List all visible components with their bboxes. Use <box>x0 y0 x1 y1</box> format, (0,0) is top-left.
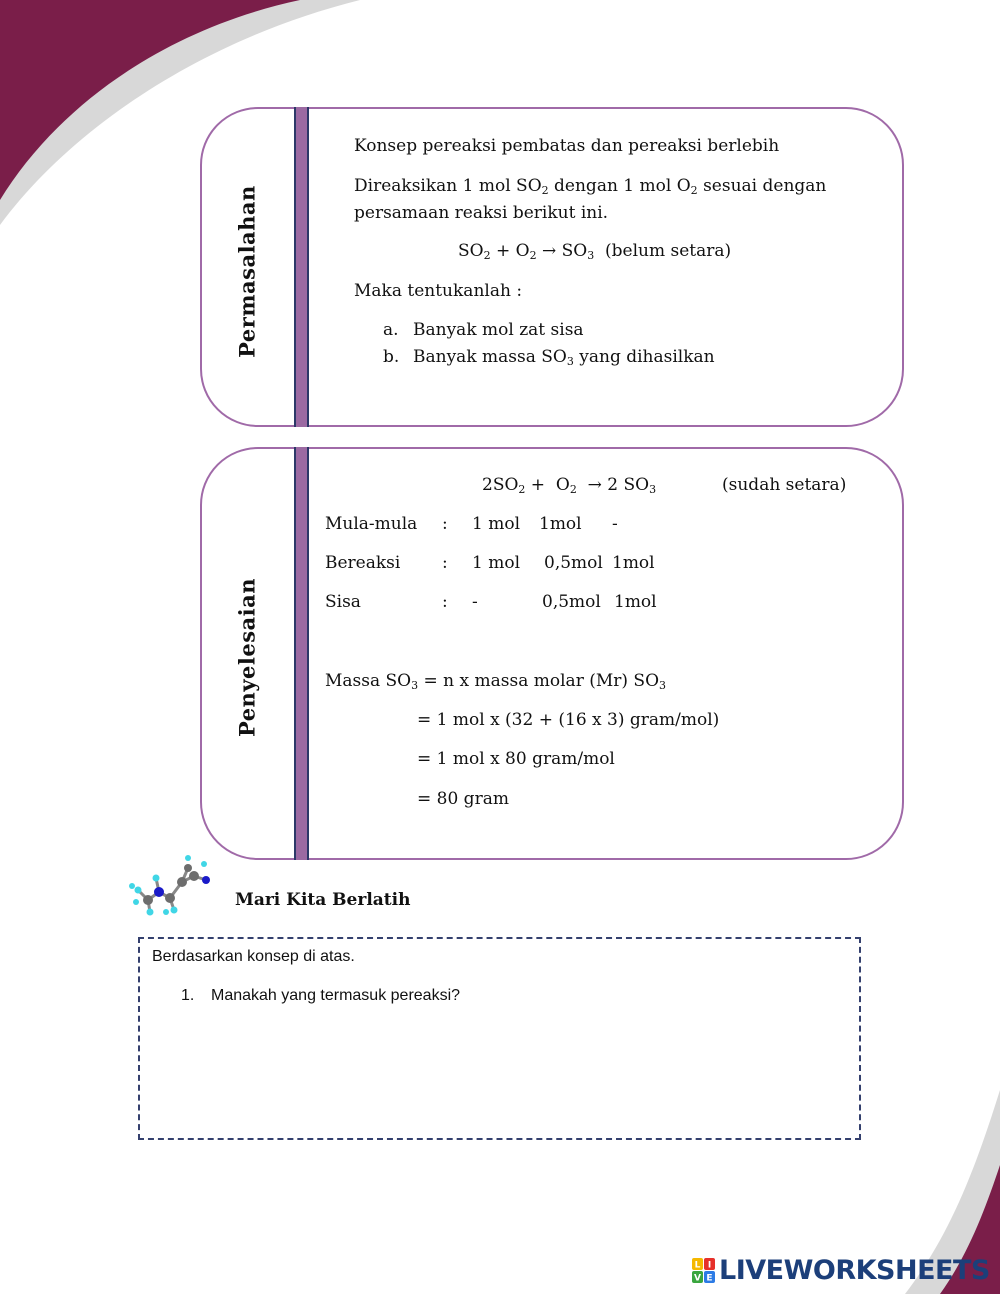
question-number: 1. <box>181 987 195 1004</box>
practice-box[interactable] <box>138 937 861 1140</box>
row-c3-mula: - <box>612 514 618 534</box>
solution-equation-note: (sudah setara) <box>722 475 847 495</box>
solution-side-label: Penyelesaian <box>234 577 260 738</box>
brand-logo <box>692 1255 990 1286</box>
row-label-bereaksi: Bereaksi <box>325 553 401 573</box>
row-c1-bereaksi: 1 mol <box>472 553 521 573</box>
row-c1-sisa: - <box>472 592 478 612</box>
row-colon-bereaksi: : <box>442 553 448 573</box>
question-text: Manakah yang termasuk pereaksi? <box>211 987 461 1004</box>
problem-item-a-marker: a. <box>383 320 399 340</box>
mass-step-3: = 80 gram <box>417 789 509 809</box>
practice-heading: Mari Kita Berlatih <box>235 890 411 910</box>
icon-letter-i: I <box>707 1260 712 1270</box>
solution-equation: $2SO_2 + O_2 \to 2$ $SO_3$ <box>482 475 657 496</box>
problem-intro-line2: persamaan reaksi berikut ini. <box>354 203 609 223</box>
row-c2-bereaksi: 0,5mol <box>544 553 603 573</box>
row-c3-bereaksi: 1mol <box>612 553 655 573</box>
icon-letter-v: V <box>694 1273 701 1283</box>
problem-item-a: Banyak mol zat sisa <box>413 320 584 340</box>
problem-intro-line1: Direaksikan 1 mol $SO_2$ dengan 1 mol $O_2$ sesuai dengan <box>354 176 827 197</box>
row-colon-mula: : <box>442 514 448 534</box>
problem-divider-bar <box>294 107 309 427</box>
brand-name: LIVEWORKSHEETS <box>719 1255 990 1286</box>
mass-step-2: = 1 mol x 80 gram/mol <box>417 749 615 769</box>
row-c1-mula: 1 mol <box>472 514 521 534</box>
practice-intro: Berdasarkan konsep di atas. <box>152 948 355 965</box>
liveworksheets-icon <box>692 1258 716 1284</box>
solution-panel <box>200 447 904 860</box>
row-colon-sisa: : <box>442 592 448 612</box>
row-label-mula: Mula-mula <box>325 514 418 534</box>
problem-item-b: Banyak massa $SO_3$ yang dihasilkan <box>413 347 715 368</box>
molecule-icon <box>126 852 212 918</box>
problem-ask: Maka tentukanlah : <box>354 281 523 301</box>
icon-letter-l: L <box>694 1260 701 1270</box>
problem-title: Konsep pereaksi pembatas dan pereaksi berlebih <box>354 136 780 156</box>
problem-item-b-marker: b. <box>383 347 400 367</box>
solution-divider-bar <box>294 447 309 860</box>
problem-panel <box>200 107 904 427</box>
row-c2-sisa: 0,5mol <box>542 592 601 612</box>
mass-heading: Massa $SO_3 = n$ x massa molar (Mr) $SO_3$ <box>325 671 667 692</box>
icon-letter-e: E <box>706 1273 713 1283</box>
problem-side-label: Permasalahan <box>234 185 260 358</box>
row-c2-mula: 1mol <box>539 514 582 534</box>
row-c3-sisa: 1mol <box>614 592 657 612</box>
problem-equation: $SO_2 + O_2 \to SO_3$ (belum setara) <box>458 241 732 262</box>
mass-step-1: = 1 mol x (32 + (16 x 3) gram/mol) <box>417 710 720 730</box>
row-label-sisa: Sisa <box>325 592 361 612</box>
